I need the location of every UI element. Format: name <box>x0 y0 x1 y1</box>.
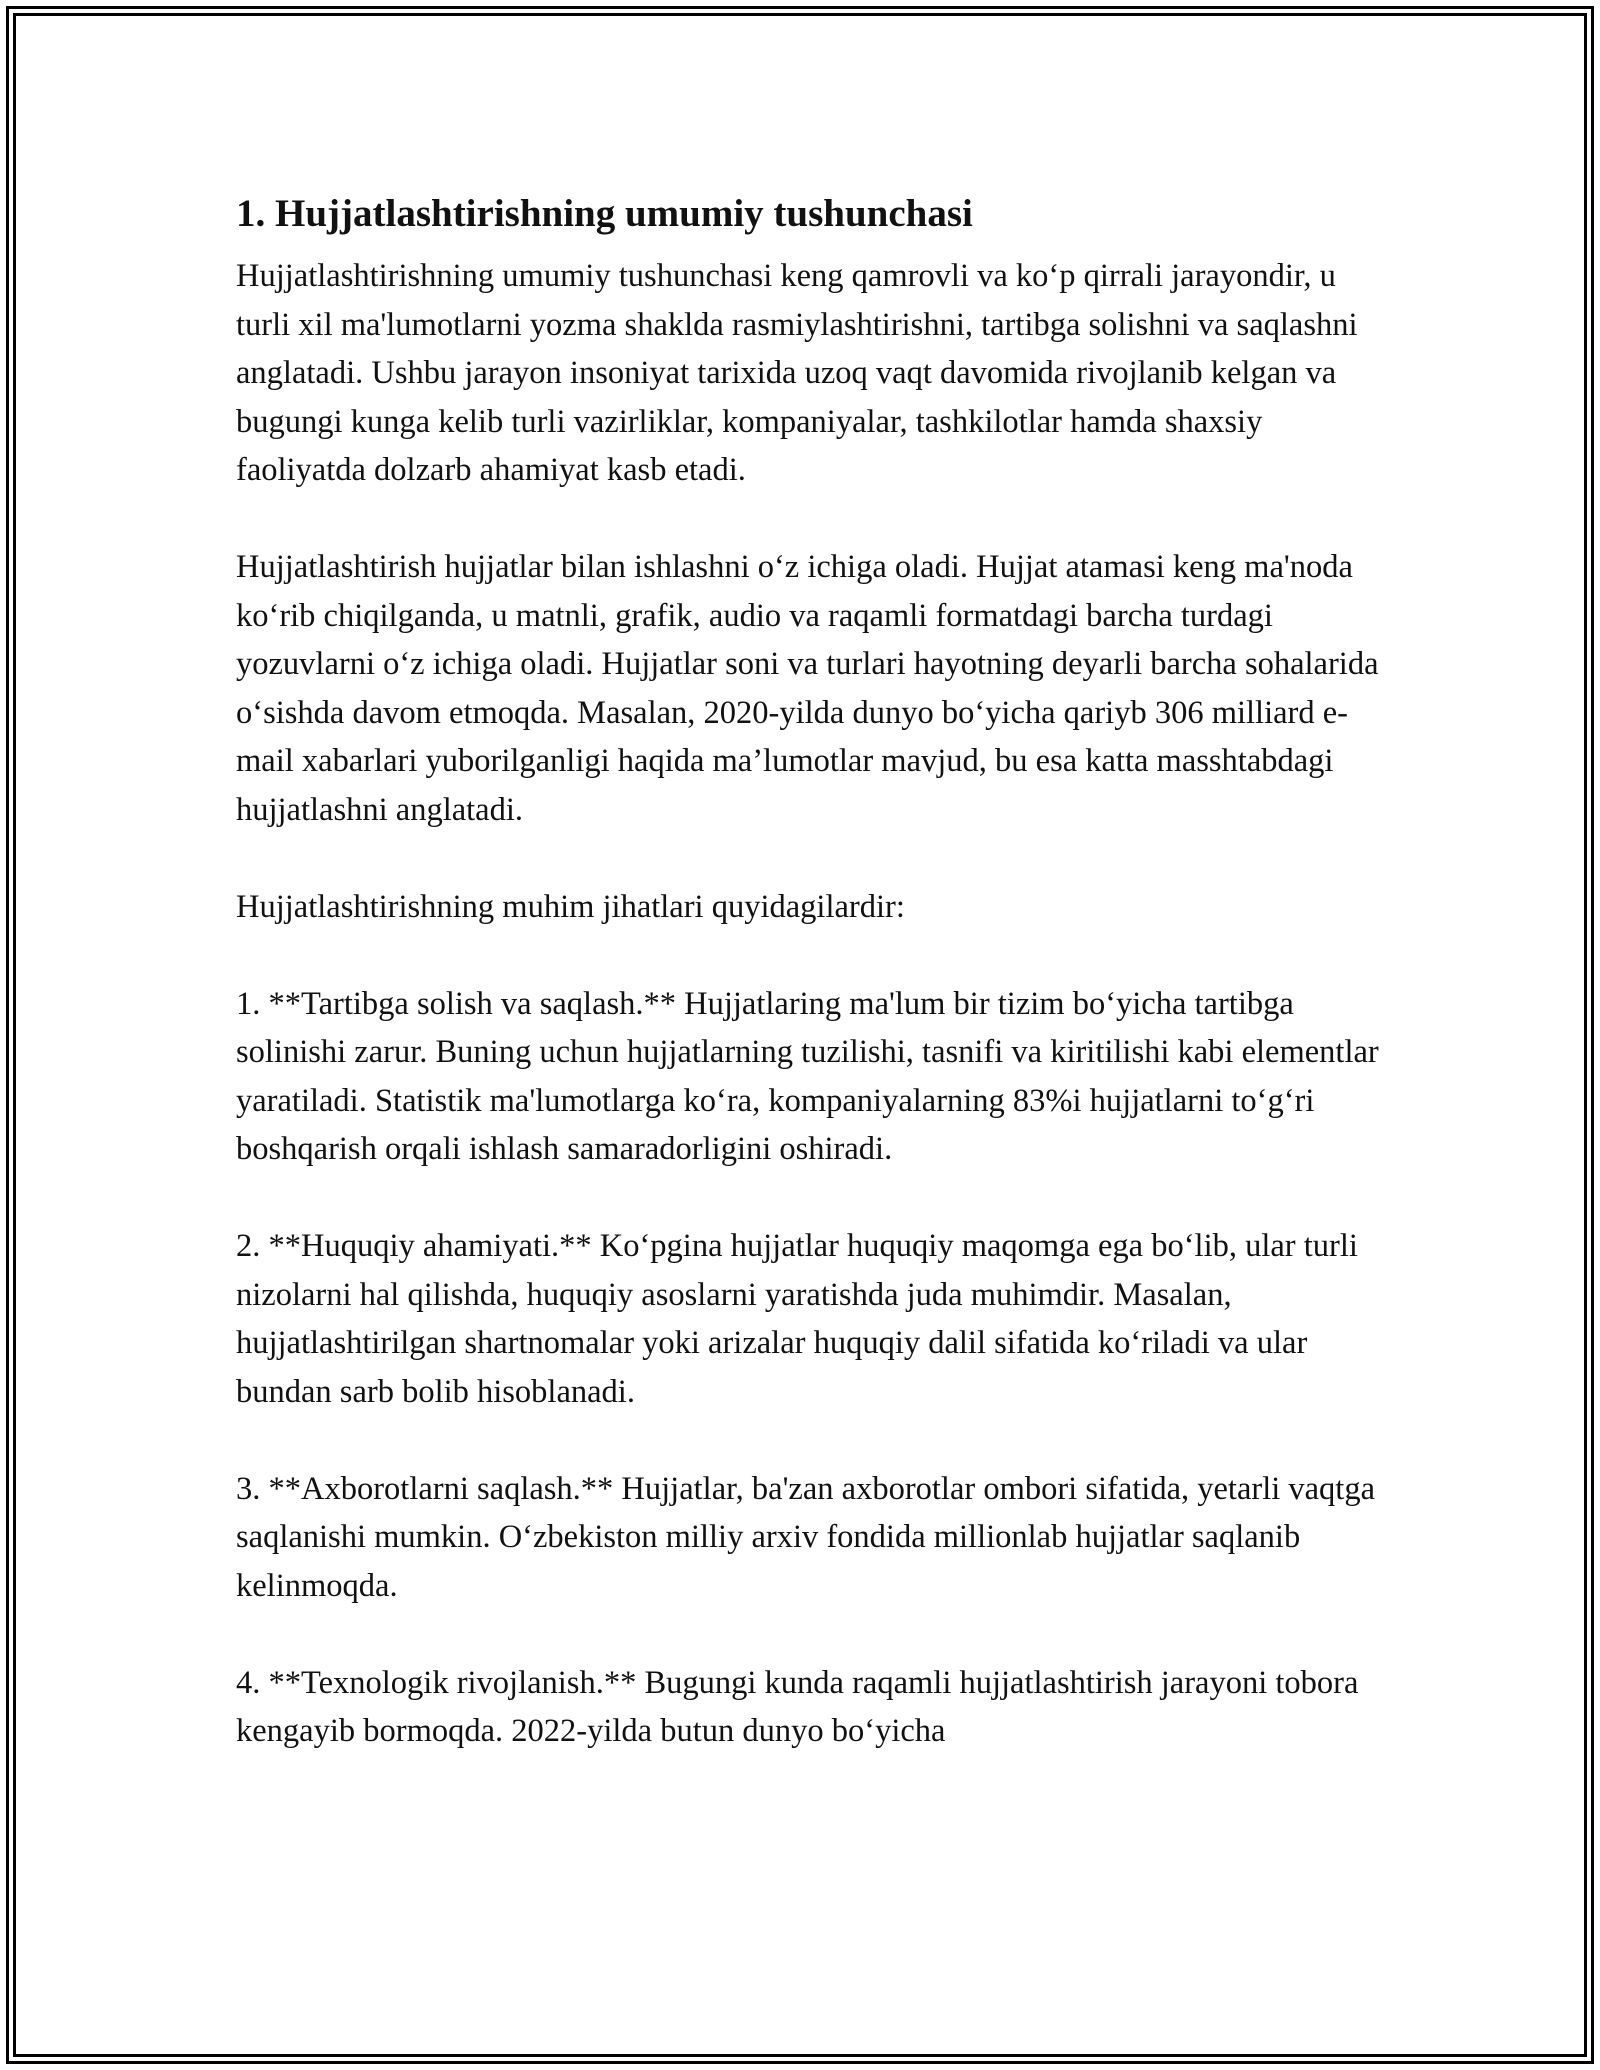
document-body <box>236 188 1386 1804</box>
list-item-legal: 2. **Huquqiy ahamiyati.** Ko‘pgina hujjatlar huquqiy maqomga ega bo‘lib, ular turli nizolarni hal qilishda, huquqiy asoslarni yaratishda juda muhimdir. Masalan, hujjatlashtirilgan shartnomalar yoki arizalar huquqiy dalil sifatida ko‘riladi va ular bundan sarb bolib hisoblanadi. <box>236 1228 1358 1410</box>
paragraph-documents: Hujjatlashtirish hujjatlar bilan ishlashni o‘z ichiga oladi. Hujjat atamasi keng ma'noda ko‘rib chiqilganda, u matnli, grafik, audio va raqamli formatdagi barcha turdagi yozuvlarni o‘z ichiga oladi. Hujjatlar soni va turlari hayotning deyarli barcha sohalarida o‘sishda davom etmoqda. Masalan, 2020-yilda dunyo bo‘yicha qariyb 306 milliard e-mail xabarlari yuborilganligi haqida ma’lumotlar mavjud, bu esa katta masshtabdagi hujjatlashni anglatadi. <box>236 549 1379 828</box>
list-item-ordering: 1. **Tartibga solish va saqlash.** Hujjatlaring ma'lum bir tizim bo‘yicha tartibga solinishi zarur. Buning uchun hujjatlarning tuzilishi, tasnifi va kiritilishi kabi elementlar yaratiladi. Statistik ma'lumotlarga ko‘ra, kompaniyalarning 83%i hujjatlarni to‘g‘ri boshqarish orqali ishlash samaradorligini oshiradi. <box>236 985 1379 1167</box>
section-title: 1. Hujjatlashtirishning umumiy tushunchasi <box>236 192 973 235</box>
paragraph-intro: Hujjatlashtirishning umumiy tushunchasi keng qamrovli va ko‘p qirrali jarayondir, u turli xil ma'lumotlarni yozma shaklda rasmiylashtirishni, tartibga solishni va saqlashni anglatadi. Ushbu jarayon insoniyat tarixida uzoq vaqt davomida rivojlanib kelgan va bugungi kunga kelib turli vazirliklar, kompaniyalar, tashkilotlar hamda shaxsiy faoliyatda dolzarb ahamiyat kasb etadi. <box>236 258 1358 488</box>
list-item-technology: 4. **Texnologik rivojlanish.** Bugungi kunda raqamli hujjatlashtirish jarayoni tobora kengayib bormoqda. 2022-yilda butun dunyo bo‘yicha <box>236 1664 1359 1749</box>
list-item-storage: 3. **Axborotlarni saqlash.** Hujjatlar, ba'zan axborotlar ombori sifatida, yetarli vaqtga saqlanishi mumkin. O‘zbekiston milliy arxiv fondida millionlab hujjatlar saqlanib kelinmoqda. <box>236 1470 1376 1604</box>
paragraph-aspects-intro: Hujjatlashtirishning muhim jihatlari quyidagilardir: <box>236 888 905 925</box>
